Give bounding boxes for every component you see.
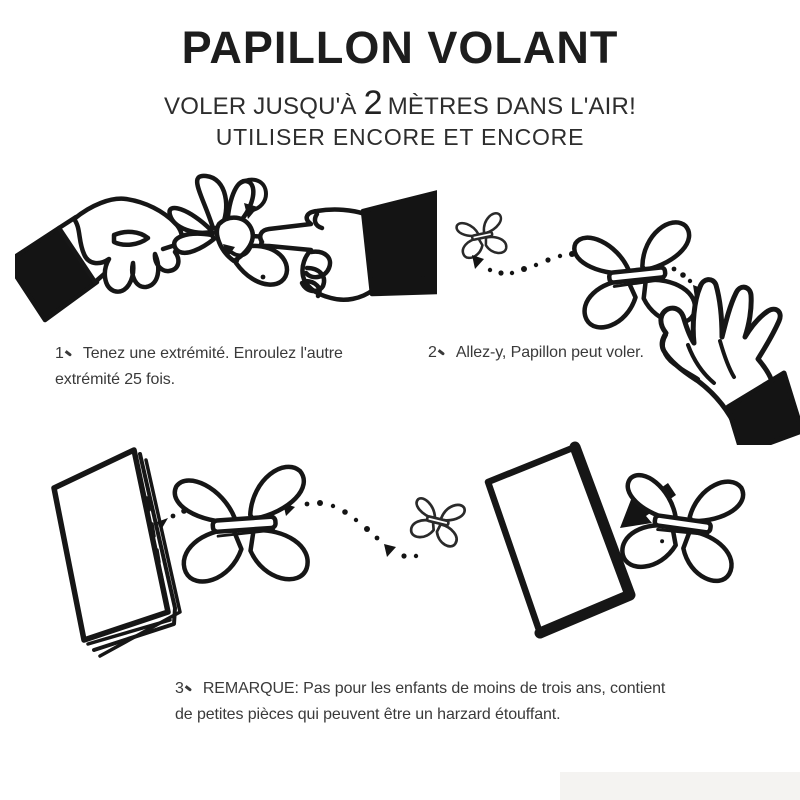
step-3-line-1: 3 REMARQUE: Pas pour les enfants de moins de trois ans, contient bbox=[175, 680, 666, 697]
butterfly-icon bbox=[174, 466, 311, 587]
step-2-number: 2 bbox=[428, 344, 452, 361]
card-releasing-butterfly-illustration bbox=[20, 440, 466, 662]
step-1-label bbox=[55, 341, 405, 394]
greeting-card-icon bbox=[54, 450, 180, 656]
butterfly-flying-to-hand-illustration bbox=[430, 185, 800, 445]
winding-hands-illustration bbox=[15, 168, 437, 340]
step-2-line-1: 2 Allez-y, Papillon peut voler. bbox=[428, 344, 644, 361]
photo-edge-shadow bbox=[560, 772, 800, 800]
step-2-label bbox=[428, 340, 728, 366]
ideographic-comma-glyph bbox=[64, 344, 79, 358]
subtitle-number: 2 bbox=[363, 84, 383, 122]
ideographic-comma-glyph bbox=[437, 343, 452, 357]
step-1-number: 1 bbox=[55, 345, 79, 362]
step-3-number: 3 bbox=[175, 680, 199, 697]
small-butterfly-icon bbox=[455, 212, 508, 260]
step-1-line-2: extrémité 25 fois. bbox=[55, 371, 176, 389]
tagline: UTILISER ENCORE ET ENCORE bbox=[215, 124, 585, 150]
right-sleeve bbox=[363, 192, 437, 294]
subtitle-post: MÈTRES DANS L'AIR! bbox=[387, 93, 636, 120]
step-3-line-2: de petites pièces qui peuvent être un harzard étouffant. bbox=[175, 706, 561, 724]
step-3-label bbox=[175, 676, 695, 729]
small-butterfly-icon bbox=[408, 495, 466, 548]
ideographic-comma-glyph bbox=[184, 679, 199, 693]
page-title: PAPILLON VOLANT bbox=[181, 22, 619, 73]
card-icon bbox=[488, 447, 630, 633]
subtitle bbox=[0, 84, 800, 123]
step-1-line-1: 1 Tenez une extrémité. Enroulez l'autre bbox=[55, 345, 343, 362]
subtitle-pre: VOLER JUSQU'À bbox=[164, 93, 357, 120]
inserting-butterfly-into-card-illustration bbox=[470, 430, 772, 662]
